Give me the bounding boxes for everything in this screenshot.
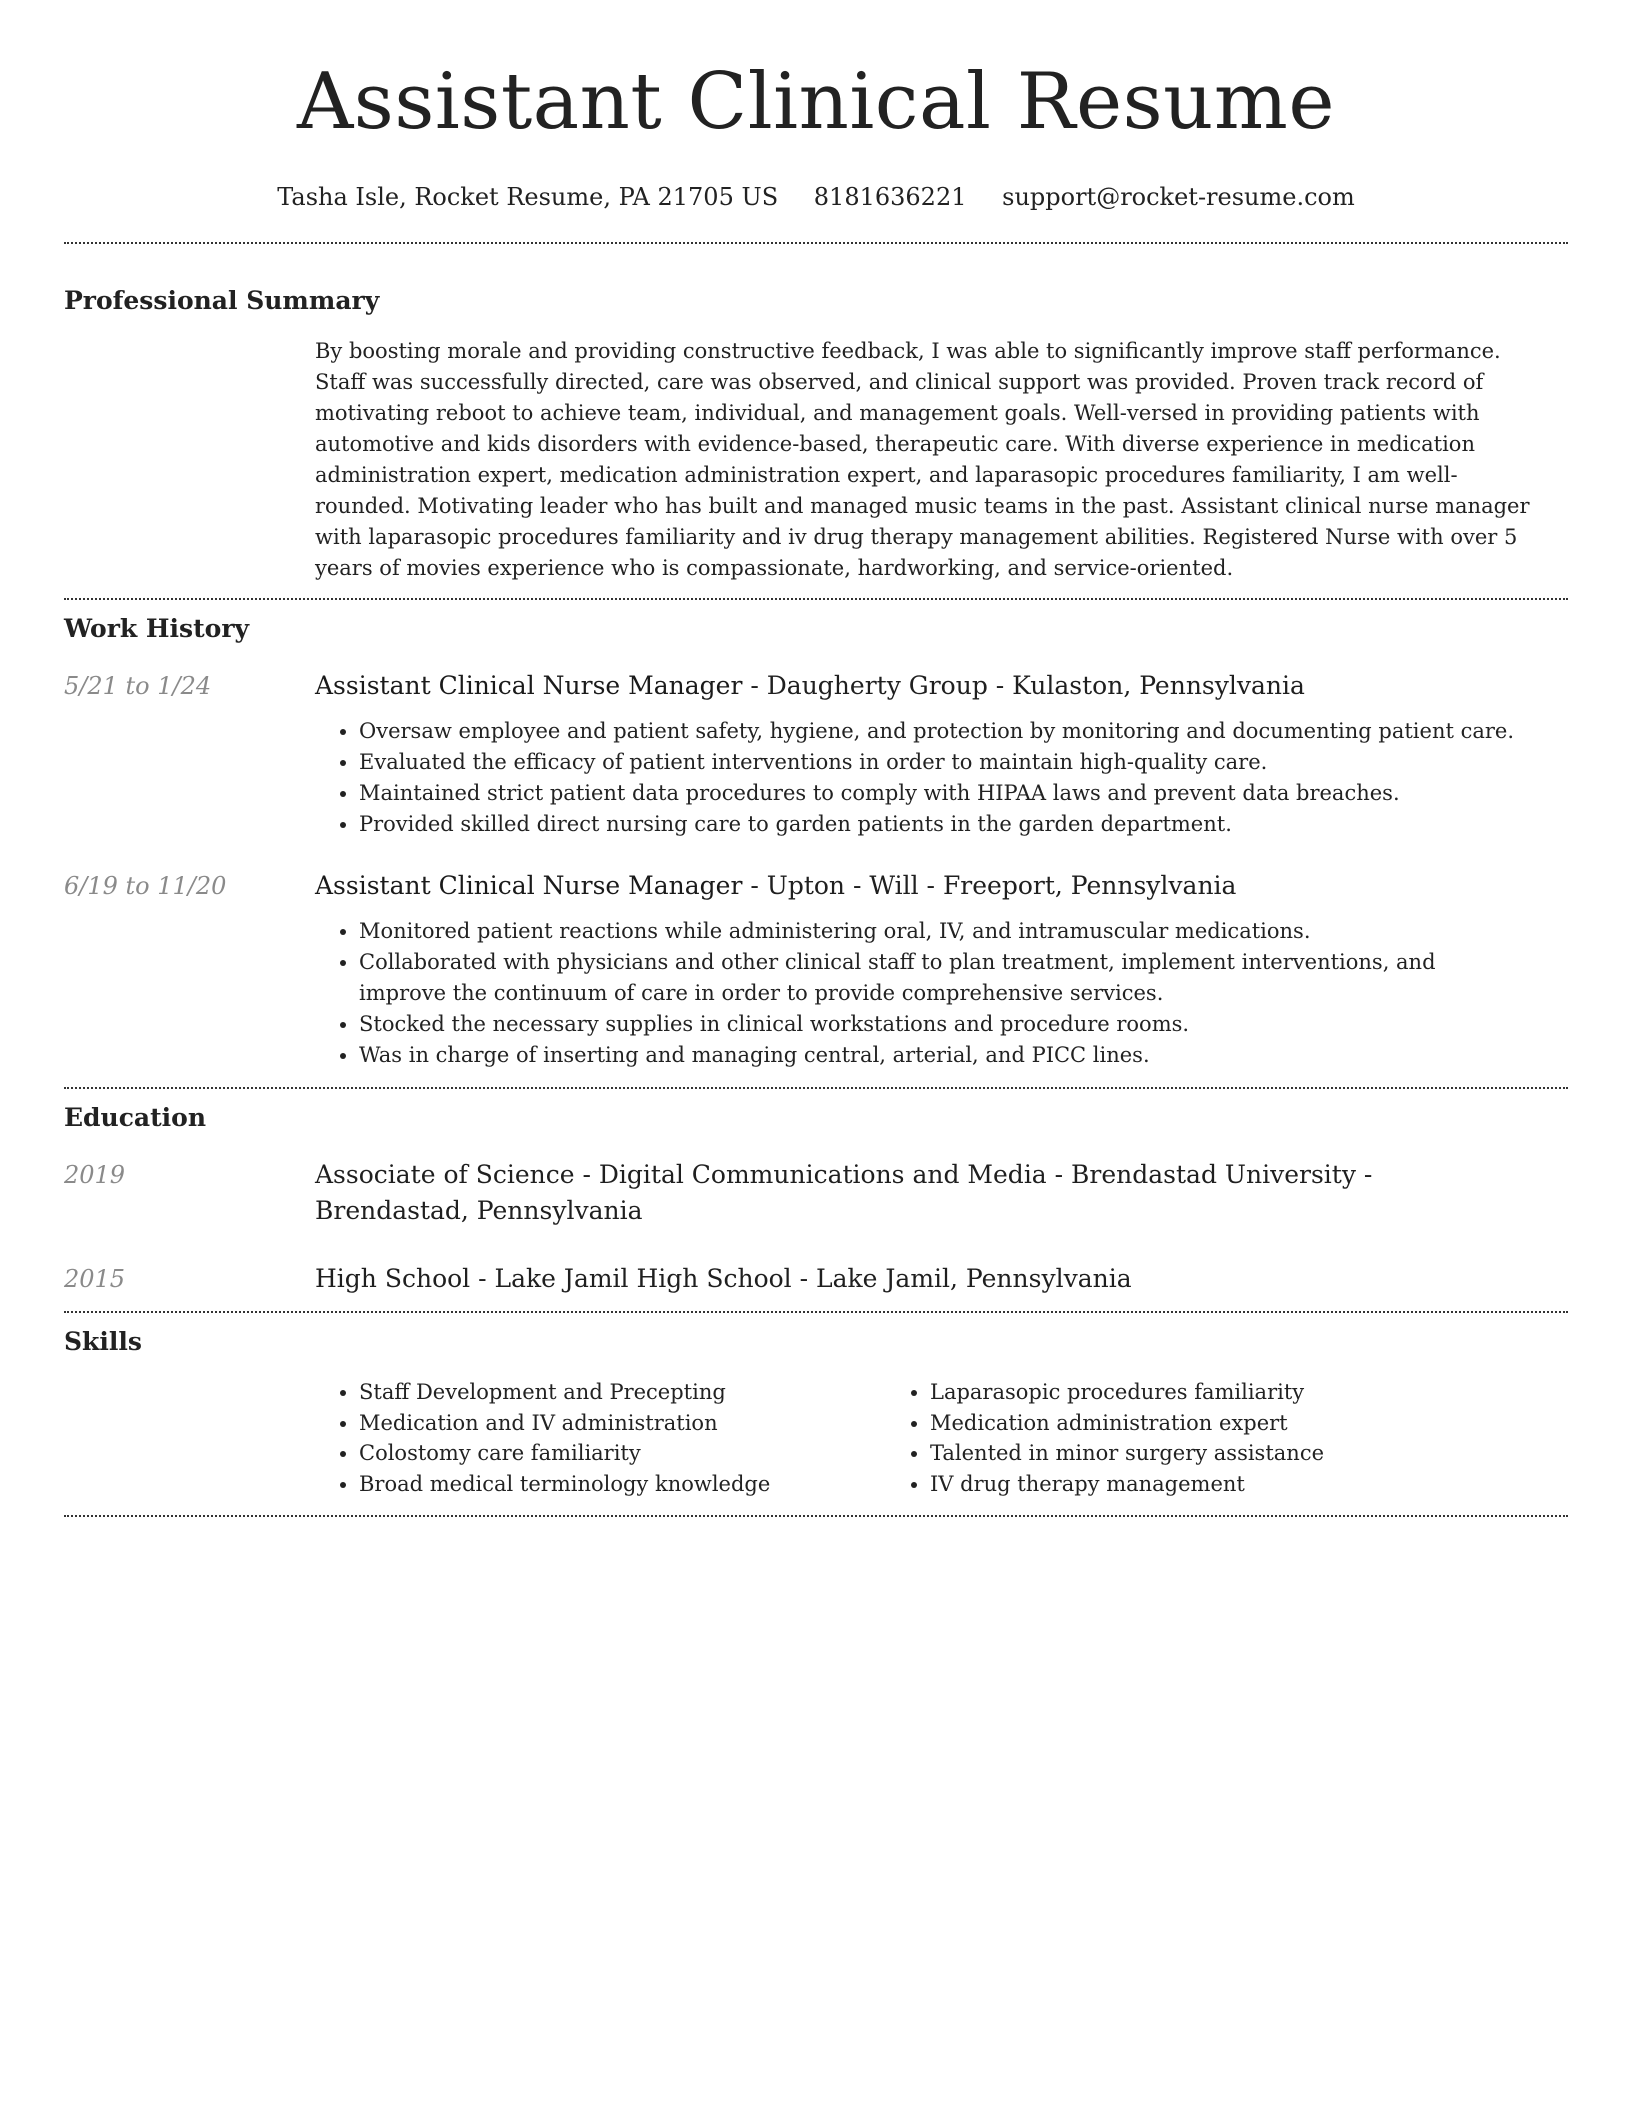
work-history-section — [64, 600, 1568, 1087]
education-entry — [64, 1261, 1568, 1297]
list-item: • Staff Development and Precepting — [359, 1377, 886, 1408]
list-item: • Monitored patient reactions while administering oral, IV, and intramuscular medications. — [359, 916, 1528, 947]
contact-line — [64, 180, 1568, 214]
section-title-skills: Skills — [64, 1327, 142, 1356]
list-item: • Oversaw employee and patient safety, hygiene, and protection by monitoring and documenting patient care. — [359, 716, 1568, 747]
job-entry — [64, 868, 1568, 1071]
list-item: • Talented in minor surgery assistance — [930, 1438, 1457, 1469]
contact-address: Tasha Isle, Rocket Resume, PA 21705 US — [277, 183, 779, 211]
list-item: • Evaluated the efficacy of patient interventions in order to maintain high-quality care. — [359, 747, 1568, 778]
summary-text: By boosting morale and providing constructive feedback, I was able to significantly improve staff performance. Staff was successfully directed, care was observed, and clinical support was provided. Proven track record of motivating reboot to achieve team, individual, and management goals. Well-versed in providing patients with automotive and kids disorders with evidence-based, therapeutic care. With diverse experience in medication administration expert, medication administration expert, and laparasopic procedures familiarity, I am well-rounded. Motivating leader who has built and managed music teams in the past. Assistant clinical nurse manager with laparasopic procedures familiarity and iv drug therapy management abilities. Registered Nurse with over 5 years of movies experience who is compassionate, hardworking, and service-oriented. — [315, 339, 1530, 580]
contact-email: support@rocket-resume.com — [1002, 183, 1355, 211]
list-item: • Maintained strict patient data procedures to comply with HIPAA laws and prevent data breaches. — [359, 778, 1568, 809]
section-title-education: Education — [64, 1103, 207, 1132]
education-year: 2019 — [64, 1161, 126, 1189]
skills-list-left — [315, 1377, 886, 1499]
list-item: • Was in charge of inserting and managing central, arterial, and PICC lines. — [359, 1040, 1528, 1071]
education-entry — [64, 1157, 1568, 1229]
skills-section — [64, 1313, 1568, 1515]
list-item: • Colostomy care familiarity — [359, 1438, 886, 1469]
education-section — [64, 1089, 1568, 1311]
summary-section — [64, 244, 1568, 598]
list-item: • Broad medical terminology knowledge — [359, 1469, 886, 1500]
education-degree: High School — [315, 1264, 471, 1293]
education-heading — [315, 1261, 1568, 1297]
resume-title: Assistant Clinical Resume — [296, 57, 1336, 147]
job-entry — [64, 668, 1568, 840]
education-year: 2015 — [64, 1265, 126, 1293]
job-title: Assistant Clinical Nurse Manager — [315, 871, 743, 900]
resume-page — [64, 0, 1568, 1517]
job-employer-location: - Upton - Will - Freeport, Pennsylvania — [742, 871, 1237, 900]
job-dates: 6/19 to 11/20 — [64, 872, 227, 900]
skills-spacer — [64, 1377, 315, 1499]
contact-phone: 8181636221 — [813, 183, 967, 211]
list-item: • Collaborated with physicians and other clinical staff to plan treatment, implement interventions, and improve the continuum of care in order to provide comprehensive services. — [359, 947, 1528, 1009]
job-heading — [315, 668, 1568, 704]
education-heading — [315, 1157, 1568, 1229]
education-school-location: - Brendastad University - Brendastad, Pennsylvania — [315, 1160, 1373, 1225]
education-degree: Associate of Science - Digital Communications and Media — [315, 1160, 1047, 1189]
education-school-location: - Lake Jamil High School - Lake Jamil, Pennsylvania — [470, 1264, 1132, 1293]
job-bullets — [315, 916, 1568, 1071]
job-bullets — [315, 716, 1568, 840]
section-title-summary: Professional Summary — [64, 286, 380, 315]
list-item: • Stocked the necessary supplies in clinical workstations and procedure rooms. — [359, 1009, 1528, 1040]
list-item: • Provided skilled direct nursing care to garden patients in the garden department. — [359, 809, 1568, 840]
list-item: • IV drug therapy management — [930, 1469, 1457, 1500]
divider — [64, 1515, 1568, 1517]
job-employer-location: - Daugherty Group - Kulaston, Pennsylvania — [742, 671, 1305, 700]
skills-list-right — [886, 1377, 1457, 1499]
list-item: • Medication administration expert — [930, 1408, 1457, 1439]
skills-columns — [315, 1377, 1568, 1499]
job-heading — [315, 868, 1568, 904]
section-title-work-history: Work History — [64, 614, 250, 643]
job-title: Assistant Clinical Nurse Manager — [315, 671, 743, 700]
list-item: • Medication and IV administration — [359, 1408, 886, 1439]
list-item: • Laparasopic procedures familiarity — [930, 1377, 1457, 1408]
summary-spacer — [64, 336, 315, 584]
job-dates: 5/21 to 1/24 — [64, 672, 212, 700]
